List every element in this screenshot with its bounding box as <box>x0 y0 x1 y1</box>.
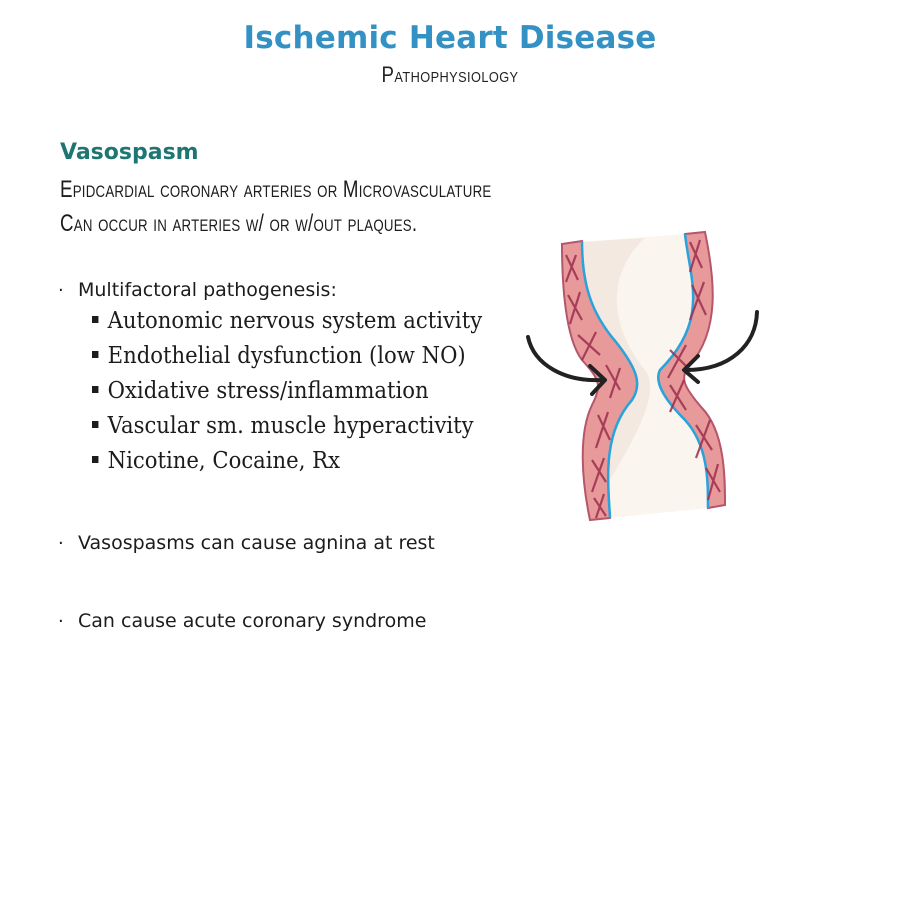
sub-item <box>92 448 340 474</box>
sub-item <box>92 413 474 439</box>
square-bullet-icon <box>92 421 98 428</box>
sub-item-text: Endothelial dysfunction (low NO) <box>107 343 466 369</box>
sub-item-text: Nicotine, Cocaine, Rx <box>107 448 341 474</box>
bullet-dot-icon: · <box>58 533 64 554</box>
bullet-item <box>58 610 426 632</box>
page-title: Ischemic Heart Disease <box>243 20 657 56</box>
square-bullet-icon <box>92 456 98 463</box>
sub-item <box>92 343 466 369</box>
sub-item-text: Oxidative stress/inflammation <box>107 378 429 404</box>
page-subtitle: Pathophysiology <box>381 62 519 87</box>
bullet-item <box>58 532 435 554</box>
constricted-artery-illustration <box>520 220 780 540</box>
bullet-dot-icon: · <box>58 280 64 301</box>
bullet-text: Can cause acute coronary syndrome <box>78 610 427 632</box>
sub-item-text: Vascular sm. muscle hyperactivity <box>107 413 474 439</box>
bullet-text: Vasospasms can cause agnina at rest <box>78 532 435 554</box>
bullet-text: Multifactoral pathogenesis: <box>78 279 337 301</box>
bullet-item <box>58 279 337 301</box>
sub-item <box>92 378 429 404</box>
section-line-location: Epidcardial coronary arteries or Microvasculature <box>60 176 492 203</box>
section-line-plaques: Can occur in arteries w/ or w/out plaques. <box>60 210 418 237</box>
section-heading: Vasospasm <box>60 140 199 165</box>
square-bullet-icon <box>92 351 98 358</box>
square-bullet-icon <box>92 386 98 393</box>
square-bullet-icon <box>92 316 98 323</box>
bullet-dot-icon: · <box>58 611 64 632</box>
sub-item <box>92 308 482 334</box>
sub-item-text: Autonomic nervous system activity <box>107 308 483 334</box>
